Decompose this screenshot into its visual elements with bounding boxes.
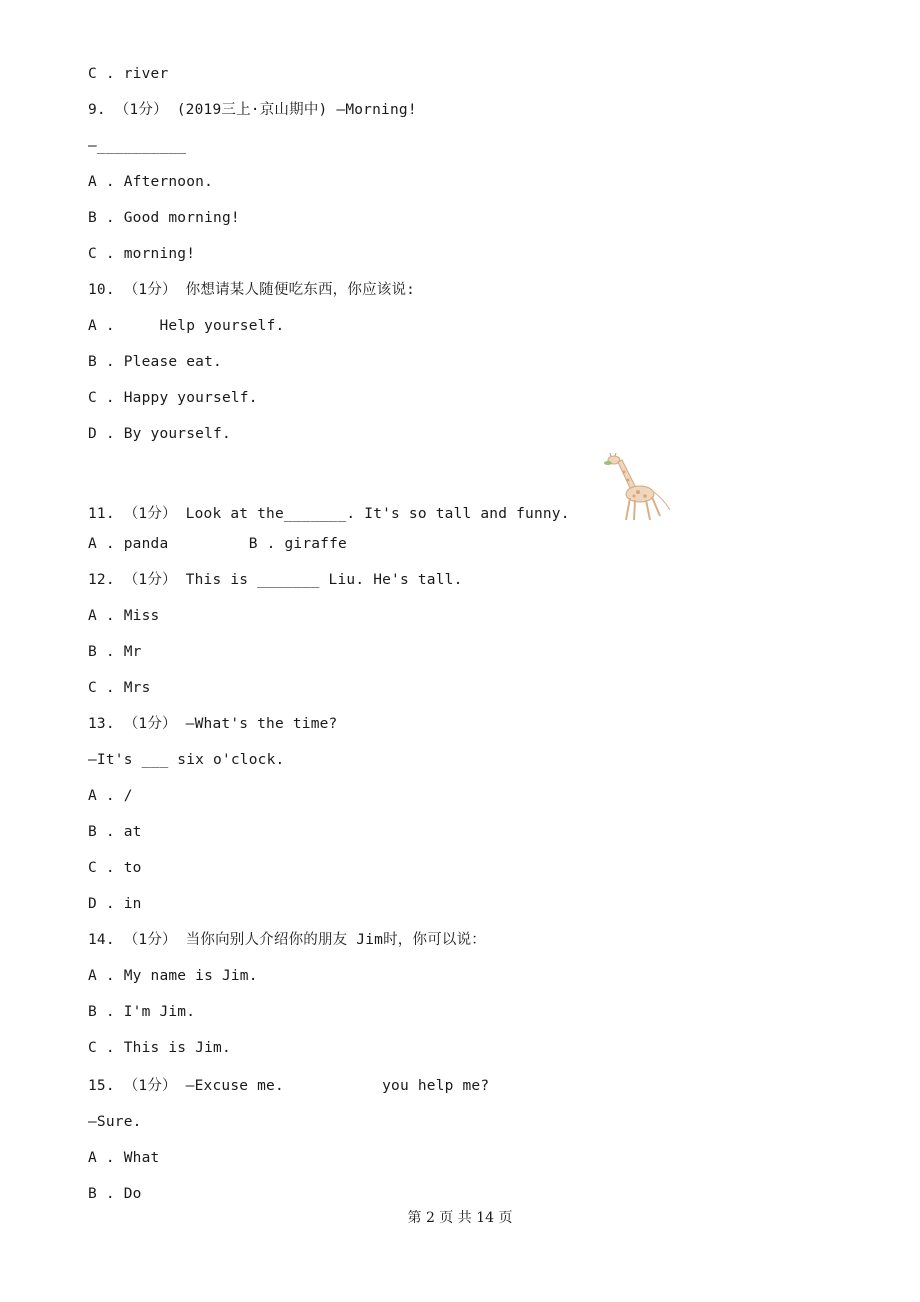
q10-option-b: B . Please eat. [88, 354, 222, 370]
q12-option-b: B . Mr [88, 644, 142, 660]
q12-option-c: C . Mrs [88, 680, 151, 696]
q9-option-a: A . Afternoon. [88, 174, 214, 190]
q15-option-a: A . What [88, 1150, 160, 1166]
q13-reply: —It's ___ six o'clock. [88, 752, 285, 768]
q13-option-b: B . at [88, 824, 142, 840]
q14-option-c: C . This is Jim. [88, 1040, 231, 1056]
q13-option-c: C . to [88, 860, 142, 876]
q15-reply: —Sure. [88, 1114, 142, 1130]
q14-stem: 14. （1分） 当你向别人介绍你的朋友 Jim时，你可以说： [88, 932, 486, 948]
q15-stem: 15. （1分） —Excuse me. you help me? [88, 1078, 490, 1094]
q9-stem: 9. （1分） (2019三上·京山期中) —Morning! [88, 102, 417, 118]
q10-option-d: D . By yourself. [88, 426, 231, 442]
q14-option-a: A . My name is Jim. [88, 968, 258, 984]
q13-option-a: A . / [88, 788, 133, 804]
q13-stem: 13. （1分） —What's the time? [88, 716, 338, 732]
q9-option-b: B . Good morning! [88, 210, 240, 226]
q9-option-c: C . morning! [88, 246, 196, 262]
q11-options: A . panda B . giraffe [88, 536, 347, 552]
q12-stem: 12. （1分） This is _______ Liu. He's tall. [88, 572, 463, 588]
q11-stem: 11. （1分） Look at the_______. It's so tall and funny. [88, 506, 570, 522]
q14-option-b: B . I'm Jim. [88, 1004, 196, 1020]
q8-option-c: C . river [88, 66, 169, 82]
q13-option-d: D . in [88, 896, 142, 912]
giraffe-image [600, 452, 676, 524]
q9-reply-blank: —__________ [88, 138, 187, 154]
q15-option-b: B . Do [88, 1186, 142, 1202]
q10-option-a: A . Help yourself. [88, 318, 285, 334]
q10-stem: 10. （1分） 你想请某人随便吃东西，你应该说: [88, 282, 416, 298]
page-number: 第 2 页 共 14 页 [407, 1210, 513, 1226]
q12-option-a: A . Miss [88, 608, 160, 624]
q10-option-c: C . Happy yourself. [88, 390, 258, 406]
